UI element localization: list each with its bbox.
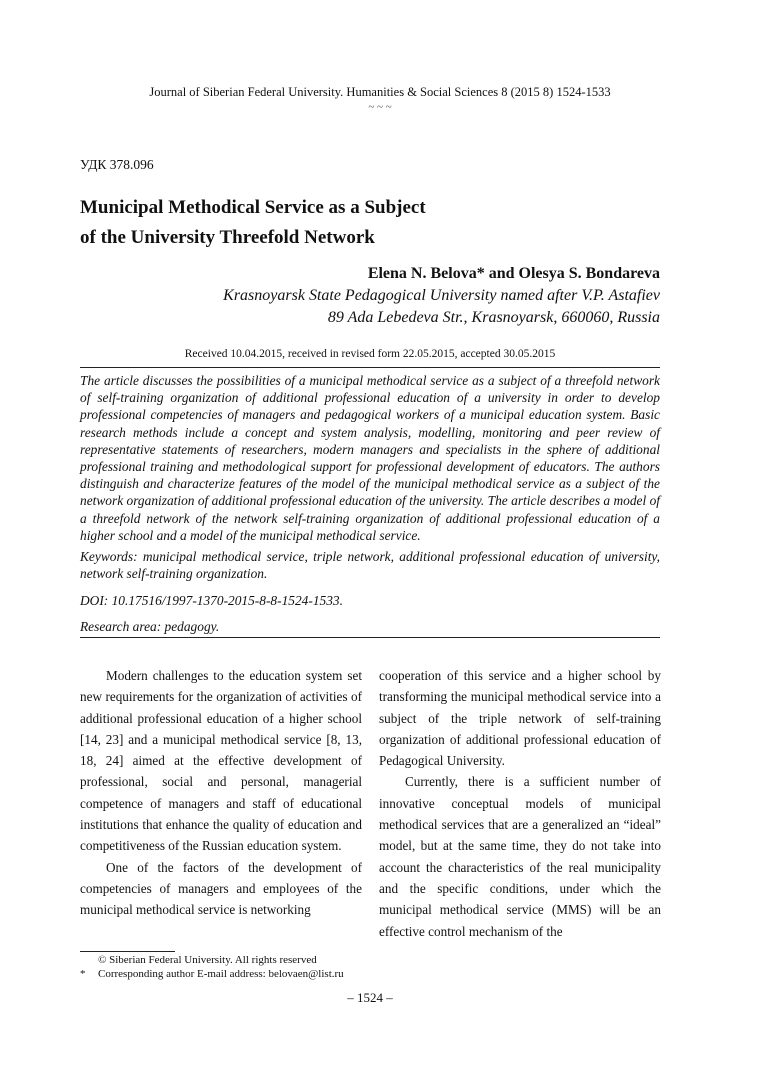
- received-dates: Received 10.04.2015, received in revised form 22.05.2015, accepted 30.05.2015: [184, 348, 556, 360]
- title-line-1: Municipal Methodical Service as a Subject: [80, 197, 426, 218]
- footnote-asterisk: *: [80, 968, 86, 980]
- body-paragraph: Currently, there is a sufficient number of innovative conceptual models of municipal methodical services that are a generalized an “ideal” model, but at the same time, they do not take into account the characteristics of the real municipality and the specific conditions, under which the municipal methodical service (MMS) will be an effective control mechanism of the: [379, 774, 661, 939]
- corresponding-author-footnote: Corresponding author E-mail address: belovaen@list.ru: [98, 968, 344, 980]
- body-paragraph: One of the factors of the development of competencies of managers and employees of the municipal methodical service is networking: [80, 859, 362, 918]
- journal-header: Journal of Siberian Federal University. Humanities & Social Sciences 8 (2015 8) 1524-1533: [149, 85, 611, 99]
- affiliation-line-1: Krasnoyarsk State Pedagogical University named after V.P. Astafiev: [223, 287, 660, 304]
- article-title: [80, 193, 600, 253]
- title-line-2: of the University Threefold Network: [80, 227, 375, 248]
- udk-code: УДК 378.096: [80, 157, 154, 172]
- affiliation-line-2: 89 Ada Lebedeva Str., Krasnoyarsk, 660060, Russia: [327, 309, 660, 326]
- body-column-right: [379, 665, 661, 942]
- keywords: Keywords: municipal methodical service, triple network, additional professional education of university, network self-training organization.: [80, 549, 660, 582]
- copyright-footnote: © Siberian Federal University. All rights reserved: [98, 954, 317, 966]
- abstract-top-rule: [80, 367, 660, 368]
- research-area: Research area: pedagogy.: [80, 619, 220, 634]
- abstract: The article discusses the possibilities of a municipal methodical service as a subject of a threefold network of self-training organization of additional professional education of a university in order to develop professional competencies of managers and pedagogical workers of a municipal education system. Basic research methods include a concept and system analysis, modelling, monitoring and peer review of representative statements of researchers, modern managers and specialists in the sphere of additional professional training and methodological support for professional development of educators. The authors distinguish and characterize features of the model of the municipal methodical service as a subject of the network organization of additional professional education of the university. The article describes a model of a threefold network of the network self-training organization of additional professional education of a higher school and a model of the municipal methodical service.: [80, 373, 660, 543]
- doi: DOI: 10.17516/1997-1370-2015-8-8-1524-1533.: [80, 593, 343, 608]
- authors: Elena N. Belova* and Olesya S. Bondareva: [367, 265, 660, 282]
- body-paragraph: Modern challenges to the education system set new requirements for the organization of activities of additional professional education of a higher school [14, 23] and a municipal methodical service [8, 13, 18, 24] aimed at the effective development of professional, social and personal, managerial competence of managers and staff of educational institutions that enhance the quality of education and competitiveness of the Russian education system.: [80, 668, 362, 854]
- body-column-left: [80, 665, 362, 921]
- abstract-bottom-rule: [80, 637, 660, 638]
- body-paragraph: cooperation of this service and a higher school by transforming the municipal methodical service into a subject of the triple network of self-training organization of additional professional education of Pedagogical University.: [379, 668, 661, 769]
- header-separator: ~ ~ ~: [368, 101, 392, 113]
- footnote-rule: [80, 951, 175, 952]
- page-number: – 1524 –: [347, 990, 393, 1005]
